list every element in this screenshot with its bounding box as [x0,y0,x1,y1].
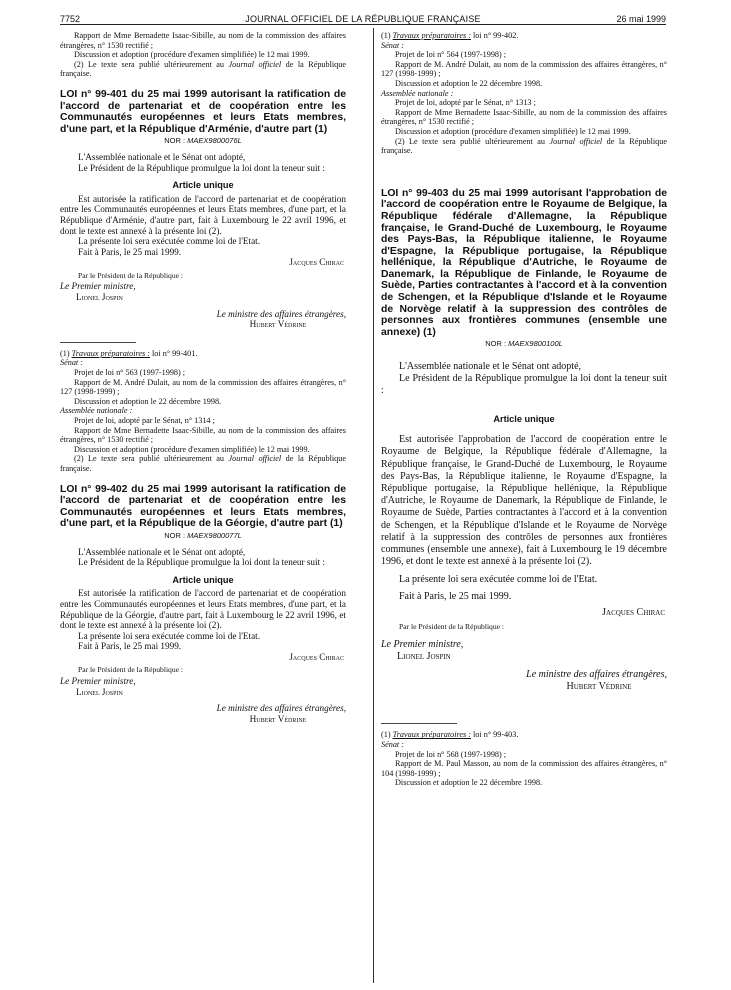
minister-title: Le ministre des affaires étrangères, [216,703,346,714]
execution-text: La présente loi sera exécutée comme loi de l'Etat. [78,236,261,247]
article-heading: Article unique [172,180,234,191]
by-president-label: Par le Président de la République : [78,665,184,675]
prime-minister-name: Lionel Jospin [76,292,123,303]
footnote-rule [381,723,457,724]
prime-minister-name: Lionel Jospin [397,650,451,662]
execution-text: La présente loi sera exécutée comme loi de l'Etat. [399,574,598,586]
article-heading: Article unique [493,413,555,424]
footnote-line: Discussion et adoption (procédure d'examen simplifiée) le 12 mai 1999. [74,50,310,60]
nor-reference: NOR : MAEX9800100L [485,339,563,349]
law-title-99-402: LOI n° 99-402 du 25 mai 1999 autorisant la ratification de l'accord de partenariat et de coopération entre les Communautés européennes et leurs Etats membres, d'une part, et la République de la Géorgie, d'autre part (1) [60,483,346,530]
law-title-99-401: LOI n° 99-401 du 25 mai 1999 autorisant la ratification de l'accord de partenariat et de coopération entre les Communautés européennes et leurs Etats membres, d'une part, et la République d'Arménie, d'autre part (1) [60,88,346,135]
footnote-99-403: (1) Travaux préparatoires : loi n° 99-403. Sénat : Projet de loi n° 568 (1997-1998) ; Rapport de M. Paul Masson, au nom de la commission des affaires étrangères, n° 104 (1998-1999) ; Discussion et adoption le 22 décembre 1998. [381,730,667,788]
minister-title: Le ministre des affaires étrangères, [526,669,667,681]
president-signature: Jacques Chirac [289,651,344,662]
adoption-text: L'Assemblée nationale et le Sénat ont adopté, [78,546,246,557]
promulgation-text: Le Président de la République promulgue la loi dont la teneur suit : [381,373,667,397]
prime-minister-title: Le Premier ministre, [60,281,136,292]
article-body: Est autorisée la ratification de l'accord de partenariat et de coopération entre les Communautés européennes et leurs Etats membres, d'une part, et la République d'Arménie, d'autre part, fait à Luxembourg le 22 avril 1996, et dont le texte est annexé à la présente loi (2). [60,193,346,236]
president-signature: Jacques Chirac [289,257,344,268]
by-president-label: Par le Président de la République : [78,270,184,280]
footnote-99-402: (1) Travaux préparatoires : loi n° 99-402. Sénat : Projet de loi n° 564 (1997-1998) ; Rapport de M. André Dulait, au nom de la commission des affaires étrangères, n° 127 (1998-1999) ; Discussion et adoption le 22 décembre 1998. Assemblée nationale : Projet de loi, adopté par le Sénat, n° 1313 ; Rapport de Mme Bernadette Isaac-Sibille, au nom de la commission des affaires étrangères, n° 1530 rectifié ; Discussion et adoption (procédure d'examen simplifiée) le 12 mai 1999. (2) Le texte sera publié ultérieurement au Journal officiel de la République française. [381,31,667,156]
prime-minister-title: Le Premier ministre, [60,676,136,687]
footnote-line: (2) Le texte sera publié ultérieurement au Journal officiel de la République française. [60,59,346,79]
article-heading: Article unique [172,574,234,585]
issue-date: 26 mai 1999 [616,14,666,24]
adoption-text: L'Assemblée nationale et le Sénat ont adopté, [78,151,246,162]
signature-place-date: Fait à Paris, le 25 mai 1999. [399,590,512,602]
prime-minister-title: Le Premier ministre, [381,638,464,650]
right-column [381,31,667,788]
header-rule [60,24,666,25]
adoption-text: L'Assemblée nationale et le Sénat ont adopté, [399,361,582,373]
president-signature: Jacques Chirac [602,606,665,618]
minister-name: Hubert Védrine [249,319,307,330]
footnote-rule [60,342,136,343]
nor-reference: NOR : MAEX9800076L [164,136,242,146]
column-separator [373,28,374,983]
nor-reference: NOR : MAEX9800077L [164,530,242,540]
footnote-line: Rapport de Mme Bernadette Isaac-Sibille, au nom de la commission des affaires étrangères, n° 1530 rectifié ; [60,31,346,50]
minister-name: Hubert Védrine [249,713,307,724]
article-body: Est autorisée l'approbation de l'accord de coopération entre le Royaume de Belgique, la République fédérale d'Allemagne, la République française, le Grand-Duché de Luxembourg, le Royaume des Pays-Bas, la République italienne, le Royaume d'Espagne, la République portugaise, la République hellénique, la République d'Autriche, le Royaume de Danemark, la République de Finlande, le Royaume de Suède, Parties contractantes à l'accord et à la convention de Schengen, et la République d'Islande et le Royaume de Norvège relatif à la suppression des contrôles de personnes aux frontières communes (ensemble une annexe), fait à Luxembourg le 19 décembre 1996, et dont le texte est annexé à la présente loi (2). [381,434,667,568]
article-body: Est autorisée la ratification de l'accord de partenariat et de coopération entre les Communautés européennes et leurs Etats membres, d'une part, et la République de la Géorgie, d'autre part, fait à Luxembourg le 22 avril 1996, et dont le texte est annexé à la présente loi (2). [60,588,346,631]
footnote-99-401: (1) Travaux préparatoires : loi n° 99-401. Sénat : Projet de loi n° 563 (1997-1998) ; Rapport de M. André Dulait, au nom de la commission des affaires étrangères, n° 127 (1998-1999) ; Discussion et adoption le 22 décembre 1998. Assemblée nationale : Projet de loi, adopté par le Sénat, n° 1314 ; Rapport de Mme Bernadette Isaac-Sibille, au nom de la commission des affaires étrangères, n° 1530 rectifié ; Discussion et adoption (procédure d'examen simplifiée) le 12 mai 1999. (2) Le texte sera publié ultérieurement au Journal officiel de la République française. [60,348,346,473]
signature-place-date: Fait à Paris, le 25 mai 1999. [78,641,182,652]
execution-text: La présente loi sera exécutée comme loi de l'Etat. [78,630,261,641]
footnote-continuation [60,31,346,79]
law-title-99-403: LOI n° 99-403 du 25 mai 1999 autorisant l'approbation de l'accord de coopération entre le Royaume de Belgique, la République fédérale d'Allemagne, la République française, le Grand-Duché de Luxembourg, le Royaume des Pays-Bas, la République italienne, le Royaume d'Espagne, la République portugaise, la République hellénique, la République d'Autriche, le Royaume de Danemark, la République de Finlande, le Royaume de Suède, Parties contractantes à l'accord et à la convention de Schengen, et la République d'Islande et le Royaume de Norvège relatif à la suppression des contrôles de personnes aux frontières communes (ensemble une annexe) (1) [381,187,667,338]
journal-title: JOURNAL OFFICIEL DE LA RÉPUBLIQUE FRANÇAISE [245,14,481,24]
promulgation-text: Le Président de la République promulgue la loi dont la teneur suit : [78,162,325,173]
promulgation-text: Le Président de la République promulgue la loi dont la teneur suit : [78,557,325,568]
signature-place-date: Fait à Paris, le 25 mai 1999. [78,246,182,257]
minister-name: Hubert Védrine [566,681,632,693]
by-president-label: Par le Président de la République : [399,622,505,632]
page-number: 7752 [60,14,81,24]
left-column [60,31,346,724]
minister-title: Le ministre des affaires étrangères, [216,308,346,319]
prime-minister-name: Lionel Jospin [76,686,123,697]
